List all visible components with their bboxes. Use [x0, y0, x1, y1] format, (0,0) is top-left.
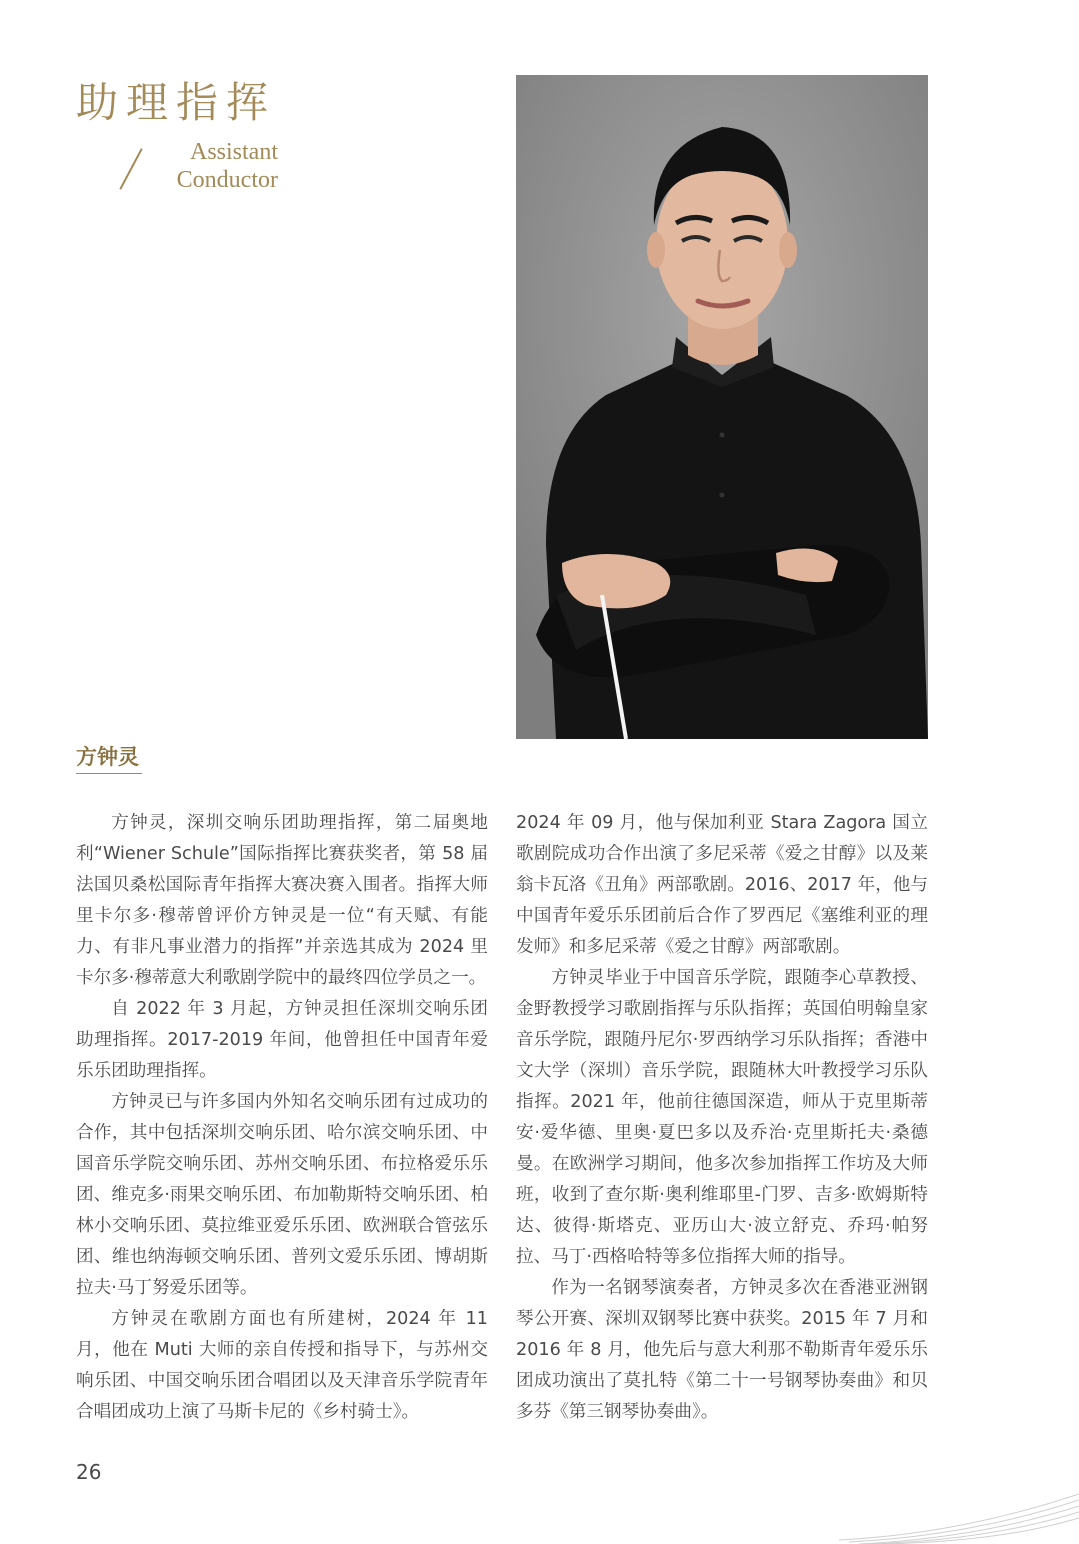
- title-slash-divider: [119, 148, 142, 190]
- conductor-portrait-photo: [516, 75, 928, 739]
- bio-paragraph: 自 2022 年 3 月起，方钟灵担任深圳交响乐团助理指挥。2017-2019 年间，他曾担任中国青年爱乐乐团助理指挥。: [76, 999, 488, 1081]
- name-underline: [76, 773, 142, 774]
- page-subtitle-english: [158, 138, 278, 194]
- bio-paragraph: 方钟灵，深圳交响乐团助理指挥，第二届奥地利“Wiener Schule”国际指挥比赛获奖者，第 58 届法国贝桑松国际青年指挥大赛决赛入围者。指挥大师里卡尔多·穆蒂曾评价方钟灵是一位“有天赋、有能力、有非凡事业潜力的指挥”并亲选其成为 2024 里卡尔多·穆蒂意大利歌剧学院中的最终四位学员之一。: [76, 813, 488, 988]
- conductor-name: 方钟灵: [76, 745, 139, 769]
- portrait-illustration: [516, 75, 928, 739]
- decorative-lines: [839, 1474, 1079, 1544]
- bio-paragraph: 方钟灵已与许多国内外知名交响乐团有过成功的合作，其中包括深圳交响乐团、哈尔滨交响乐团、中国音乐学院交响乐团、苏州交响乐团、布拉格爱乐乐团、维克多·雨果交响乐团、布加勒斯特交响乐团、柏林小交响乐团、莫拉维亚爱乐乐团、欧洲联合管弦乐团、维也纳海顿交响乐团、普列文爱乐乐团、博胡斯拉夫·马丁努爱乐团等。: [76, 1092, 488, 1298]
- bio-paragraph: 2024 年 09 月，他与保加利亚 Stara Zagora 国立歌剧院成功合作出演了多尼采蒂《爱之甘醇》以及莱翁卡瓦洛《丑角》两部歌剧。2016、2017 年，他与中国青年爱乐乐团前后合作了罗西尼《塞维利亚的理发师》和多尼采蒂《爱之甘醇》两部歌剧。: [516, 813, 928, 957]
- biography-right-column: [516, 808, 928, 1428]
- subtitle-line-1: Assistant: [189, 139, 278, 165]
- subtitle-line-2: Conductor: [176, 167, 278, 193]
- bio-paragraph: 方钟灵在歌剧方面也有所建树，2024 年 11 月，他在 Muti 大师的亲自传授和指导下，与苏州交响乐团、中国交响乐团合唱团以及天津音乐学院青年合唱团成功上演了马斯卡尼的《乡村骑士》。: [76, 1309, 488, 1422]
- biography-left-column: [76, 808, 488, 1428]
- page-number: 26: [76, 1460, 102, 1484]
- bio-paragraph: 作为一名钢琴演奏者，方钟灵多次在香港亚洲钢琴公开赛、深圳双钢琴比赛中获奖。2015 年 7 月和 2016 年 8 月，他先后与意大利那不勒斯青年爱乐乐团成功演出了莫扎特《第二十一号钢琴协奏曲》和贝多芬《第三钢琴协奏曲》。: [516, 1278, 928, 1422]
- page-title: 助理指挥: [76, 78, 277, 127]
- bio-paragraph: 方钟灵毕业于中国音乐学院，跟随李心草教授、金野教授学习歌剧指挥与乐队指挥；英国伯明翰皇家音乐学院，跟随丹尼尔·罗西纳学习乐队指挥；香港中文大学（深圳）音乐学院，跟随林大叶教授学习乐队指挥。2021 年，他前往德国深造，师从于克里斯蒂安·爱华德、里奥·夏巴多以及乔治·克里斯托夫·桑德曼。在欧洲学习期间，他多次参加指挥工作坊及大师班，收到了查尔斯·奥利维耶里-门罗、吉多·欧姆斯特达、彼得·斯塔克、亚历山大·波立舒克、乔玛·帕努拉、马丁·西格哈特等多位指挥大师的指导。: [516, 968, 928, 1267]
